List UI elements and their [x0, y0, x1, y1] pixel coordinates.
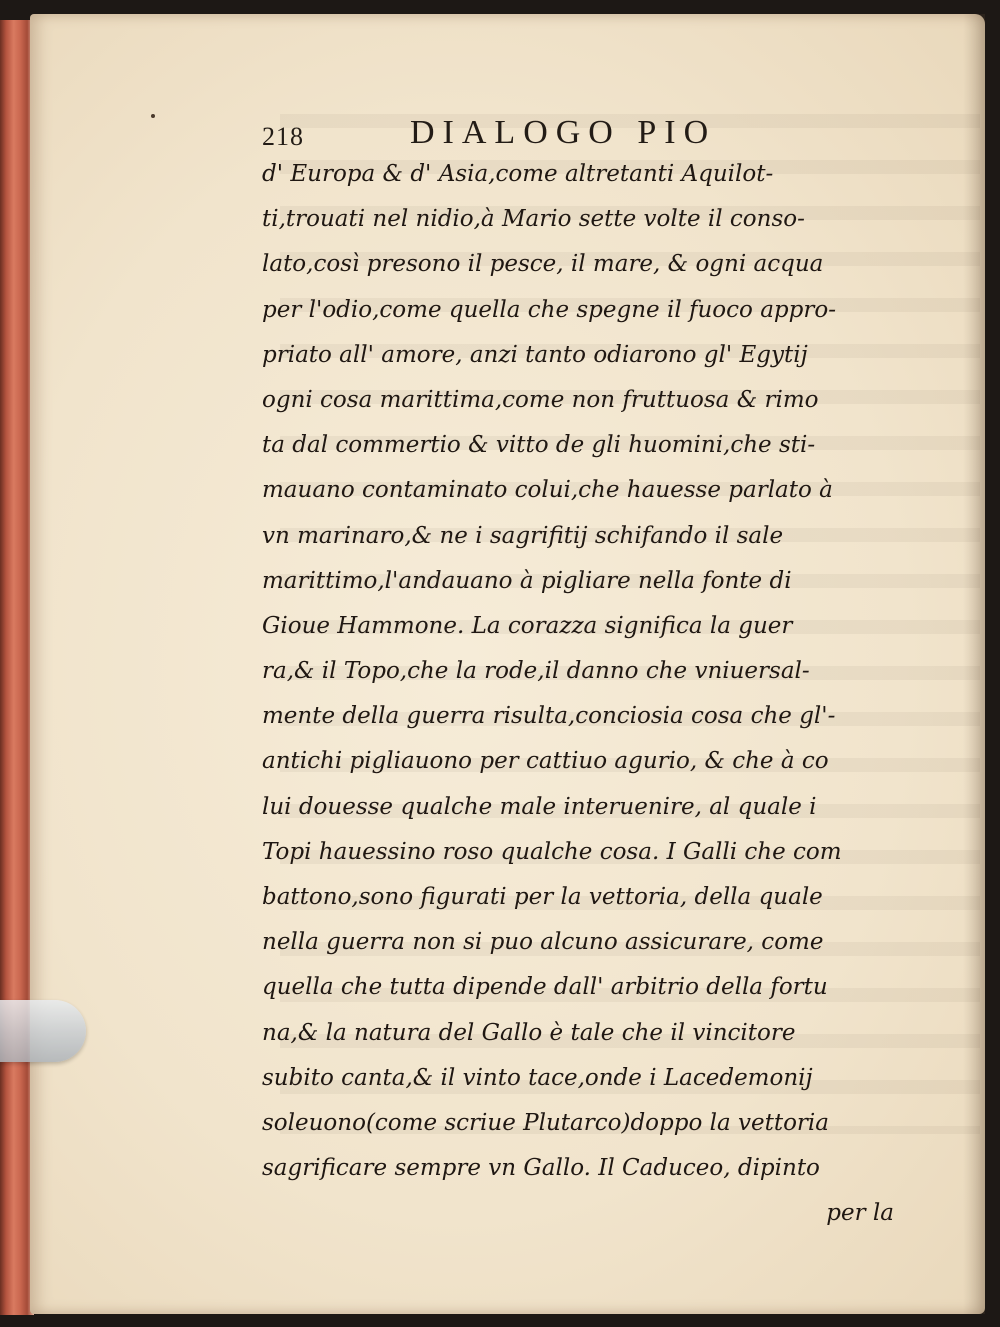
text-line: antichi pigliauono per cattiuo agurio, & che à co: [262, 748, 829, 775]
page-clip: [0, 1000, 86, 1062]
paper-speck: [151, 114, 155, 118]
body-text: [262, 152, 912, 1237]
text-line: na,& la natura del Gallo è tale che il vincitore: [262, 1019, 796, 1046]
text-line: ta dal commertio & vitto de gli huomini,che sti-: [262, 432, 816, 459]
text-line: mente della guerra risulta,conciosia cosa che gl'-: [262, 703, 836, 730]
text-line: ra,& il Topo,che la rode,il danno che vniuersal-: [262, 658, 810, 685]
text-line: Topi hauessino roso qualche cosa. I Galli che com: [262, 838, 842, 865]
text-line: lui douesse qualche male interuenire, al quale i: [262, 793, 817, 820]
catchword: per la: [826, 1200, 894, 1227]
text-line: lato,così presono il pesce, il mare, & ogni acqua: [262, 251, 824, 278]
text-line: per l'odio,come quella che spegne il fuoco appro-: [262, 296, 836, 323]
text-line: ogni cosa marittima,come non fruttuosa & rimo: [262, 386, 819, 413]
page-number: 218: [262, 122, 304, 151]
text-line: subito canta,& il vinto tace,onde i Lacedemonij: [262, 1064, 813, 1091]
text-line: d' Europa & d' Asia,come altretanti Aquilot-: [262, 161, 774, 187]
text-line: marittimo,l'andauano à pigliare nella fonte di: [262, 567, 792, 594]
running-head: [262, 110, 717, 154]
text-line: vn marinaro,& ne i sagrifitij schifando il sale: [262, 522, 784, 549]
text-line: priato all' amore, anzi tanto odiarono gl' Egytij: [262, 341, 808, 368]
text-line: quella che tutta dipende dall' arbitrio della fortu: [262, 974, 828, 1001]
text-line: mauano contaminato colui,che hauesse parlato à: [262, 477, 833, 504]
text-line: Gioue Hammone. La corazza significa la guer: [262, 612, 793, 639]
text-line: nella guerra non si puo alcuno assicurare, come: [262, 929, 824, 956]
running-title: DIALOGO PIO: [410, 114, 717, 151]
book-page-edges: [0, 20, 34, 1315]
text-line: sagrificare sempre vn Gallo. Il Caduceo, dipinto: [262, 1155, 820, 1182]
text-line: battono,sono figurati per la vettoria, della quale: [262, 884, 823, 910]
text-line: soleuono(come scriue Plutarco)doppo la vettoria: [262, 1109, 829, 1136]
text-line: ti,trouati nel nidio,à Mario sette volte il conso-: [262, 206, 805, 233]
